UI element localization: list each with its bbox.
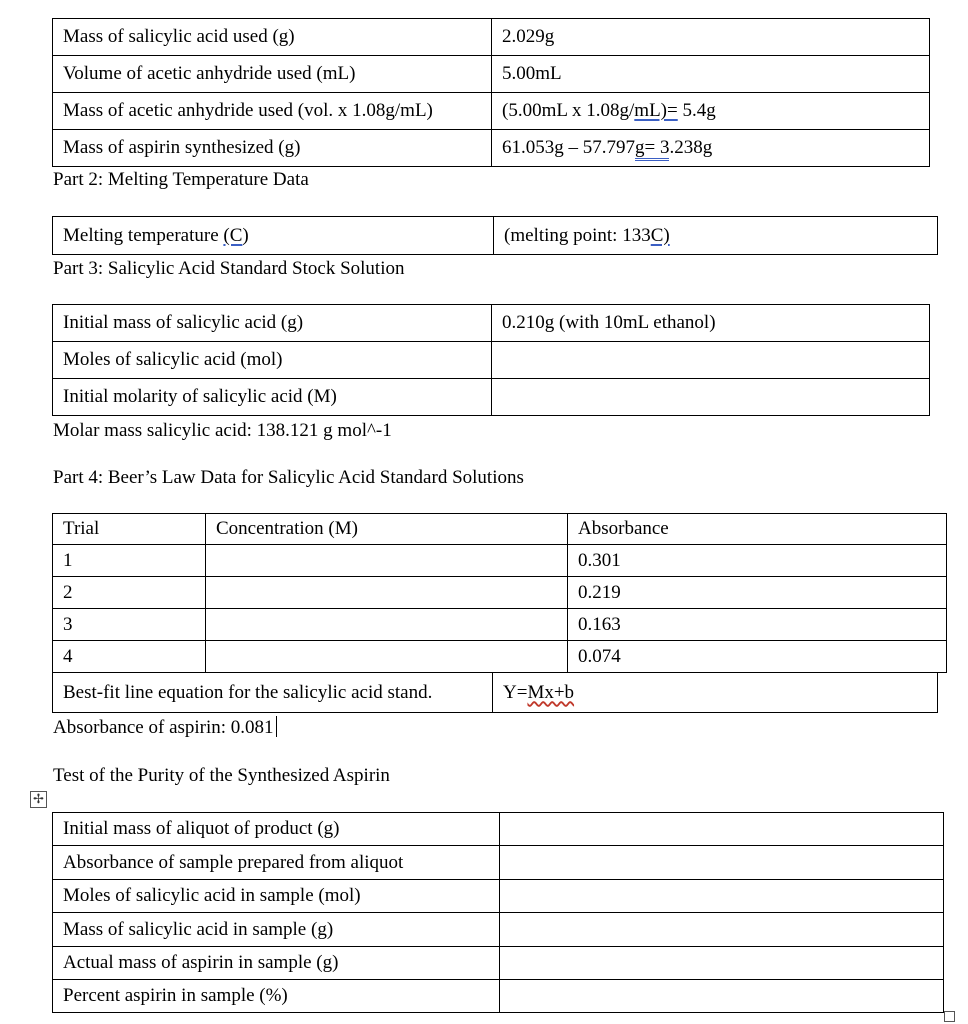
- table-cell-value[interactable]: [492, 379, 930, 416]
- table-cell-label[interactable]: Mass of salicylic acid used (g): [53, 19, 492, 56]
- table-row: [53, 305, 930, 342]
- bestfit-label-cell[interactable]: Best-fit line equation for the salicylic acid stand.: [53, 673, 493, 713]
- table-row: [53, 641, 947, 673]
- table-resize-handle[interactable]: [944, 1011, 955, 1022]
- table-cell-label[interactable]: Mass of aspirin synthesized (g): [53, 130, 492, 167]
- table-row: [53, 609, 947, 641]
- absorbance-cell[interactable]: 0.163: [568, 609, 947, 641]
- table-row: [53, 913, 944, 947]
- table-cell-label[interactable]: Percent aspirin in sample (%): [53, 980, 500, 1013]
- column-header-concentration[interactable]: Concentration (M): [206, 514, 568, 545]
- table-cell-label[interactable]: Mass of acetic anhydride used (vol. x 1.08g/mL): [53, 93, 492, 130]
- concentration-cell[interactable]: [206, 609, 568, 641]
- bestfit-text-spellcheck: Mx+b: [527, 681, 575, 703]
- text-cursor: [276, 716, 278, 737]
- part3-table: [52, 304, 930, 416]
- concentration-cell[interactable]: [206, 545, 568, 577]
- label-text: Melting temperature: [63, 224, 224, 246]
- part3-heading: Part 3: Salicylic Acid Standard Stock Solution: [53, 258, 405, 279]
- table-cell-value[interactable]: [500, 846, 944, 880]
- table-cell-label[interactable]: Moles of salicylic acid (mol): [53, 342, 492, 379]
- aspirin-absorbance[interactable]: [53, 716, 277, 739]
- concentration-cell[interactable]: [206, 577, 568, 609]
- table-cell-value[interactable]: [492, 93, 930, 130]
- table-row: [53, 813, 944, 846]
- bestfit-value-cell[interactable]: [493, 673, 938, 713]
- table-row: [53, 130, 930, 167]
- table-row: [53, 577, 947, 609]
- concentration-cell[interactable]: [206, 641, 568, 673]
- table-cell-label[interactable]: Initial mass of aliquot of product (g): [53, 813, 500, 846]
- table-cell-label[interactable]: Initial mass of salicylic acid (g): [53, 305, 492, 342]
- table-row: [53, 545, 947, 577]
- table-header-row: [53, 514, 947, 545]
- table-row: [53, 846, 944, 880]
- table-row: [53, 342, 930, 379]
- bestfit-text: Y=: [503, 681, 528, 703]
- table-cell-value[interactable]: [500, 880, 944, 913]
- table-row: [53, 947, 944, 980]
- table-cell-value[interactable]: [500, 980, 944, 1013]
- absorbance-cell[interactable]: 0.301: [568, 545, 947, 577]
- trial-cell[interactable]: 2: [53, 577, 206, 609]
- value-text: 5.4g: [677, 100, 716, 121]
- table-cell-value[interactable]: 0.210g (with 10mL ethanol): [492, 305, 930, 342]
- table-move-handle-icon[interactable]: ✢: [30, 791, 47, 808]
- value-text-underlined: C): [650, 224, 670, 246]
- value-text: (melting point: 133: [504, 224, 651, 246]
- table-cell-value[interactable]: 2.029g: [492, 19, 930, 56]
- bestfit-table: [52, 672, 938, 713]
- part4-table: [52, 513, 947, 673]
- trial-cell[interactable]: 1: [53, 545, 206, 577]
- table-cell-label[interactable]: Absorbance of sample prepared from aliquot: [53, 846, 500, 880]
- absorbance-cell[interactable]: 0.219: [568, 577, 947, 609]
- table-row: [53, 217, 938, 255]
- part2-table: [52, 216, 938, 255]
- column-header-absorbance[interactable]: Absorbance: [568, 514, 947, 545]
- table-cell-value[interactable]: [494, 217, 938, 255]
- table-row: [53, 673, 938, 713]
- part2-heading: Part 2: Melting Temperature Data: [53, 169, 309, 190]
- purity-table: [52, 812, 944, 1013]
- table-row: [53, 56, 930, 93]
- table-cell-label[interactable]: Moles of salicylic acid in sample (mol): [53, 880, 500, 913]
- table-cell-label[interactable]: Initial molarity of salicylic acid (M): [53, 379, 492, 416]
- value-text: .238g: [669, 137, 713, 158]
- table-cell-value[interactable]: [500, 913, 944, 947]
- table-row: [53, 93, 930, 130]
- table-row: [53, 880, 944, 913]
- value-text-underlined: g= 3: [635, 137, 669, 161]
- table-cell-label[interactable]: [53, 217, 494, 255]
- part1-table: [52, 18, 930, 167]
- table-row: [53, 19, 930, 56]
- table-cell-label[interactable]: Mass of salicylic acid in sample (g): [53, 913, 500, 947]
- trial-cell[interactable]: 3: [53, 609, 206, 641]
- table-cell-value[interactable]: [500, 813, 944, 846]
- table-cell-value[interactable]: 5.00mL: [492, 56, 930, 93]
- value-text-underlined: mL)=: [634, 100, 678, 121]
- value-text: (5.00mL x 1.08g/: [502, 100, 635, 121]
- aspirin-absorbance-text: Absorbance of aspirin: 0.081: [53, 717, 274, 738]
- table-row: [53, 980, 944, 1013]
- table-cell-label[interactable]: Volume of acetic anhydride used (mL): [53, 56, 492, 93]
- part4-heading: Part 4: Beer’s Law Data for Salicylic Acid Standard Solutions: [53, 467, 524, 488]
- trial-cell[interactable]: 4: [53, 641, 206, 673]
- table-row: [53, 379, 930, 416]
- table-cell-value[interactable]: [492, 342, 930, 379]
- label-text: ): [242, 224, 249, 246]
- molar-mass-note: Molar mass salicylic acid: 138.121 g mol^-1: [53, 420, 392, 441]
- value-text: 61.053g – 57.797: [502, 137, 635, 158]
- column-header-trial[interactable]: Trial: [53, 514, 206, 545]
- table-cell-label[interactable]: Actual mass of aspirin in sample (g): [53, 947, 500, 980]
- table-cell-value[interactable]: [492, 130, 930, 167]
- purity-heading: Test of the Purity of the Synthesized Aspirin: [53, 765, 390, 786]
- table-cell-value[interactable]: [500, 947, 944, 980]
- absorbance-cell[interactable]: 0.074: [568, 641, 947, 673]
- label-text-underlined: (C: [223, 224, 243, 246]
